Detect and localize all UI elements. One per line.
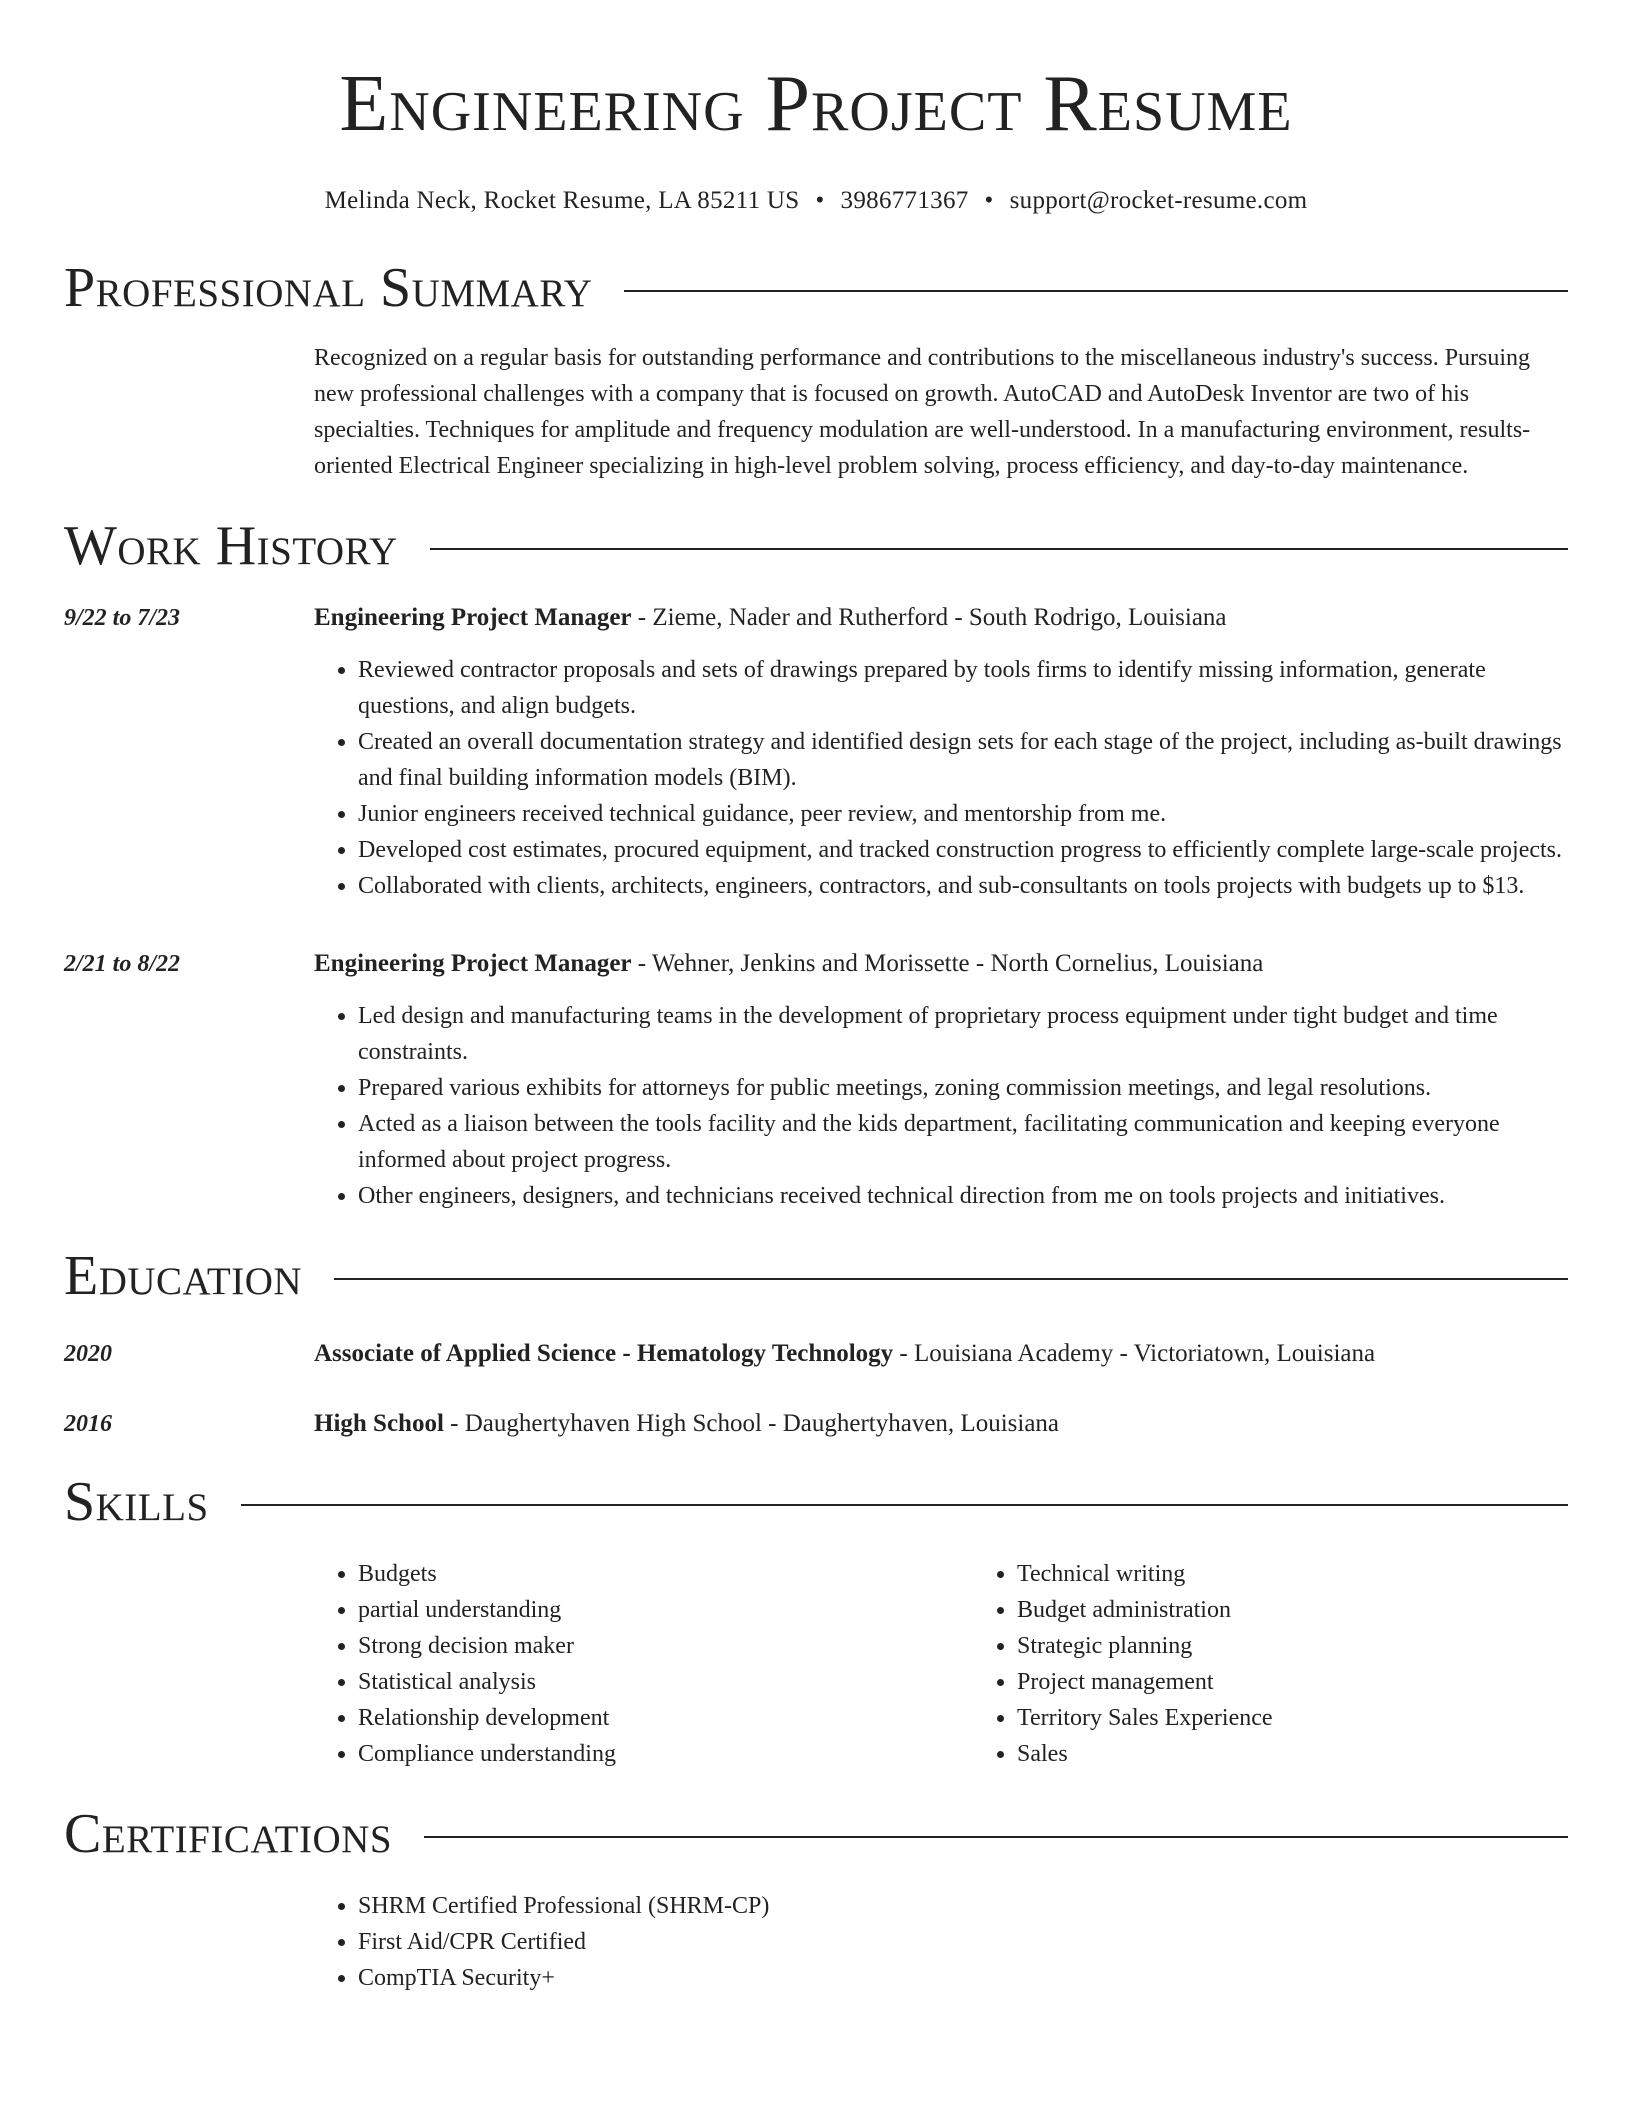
- job-left-spacer: [64, 982, 314, 1214]
- job-header-row: [64, 600, 1568, 636]
- section-title-summary: Professional Summary: [64, 257, 593, 319]
- skill-item: • Strong decision maker: [358, 1628, 973, 1664]
- job-employer: - Wehner, Jenkins and Morissette - North Cornelius, Louisiana: [631, 950, 1264, 977]
- job-bullet-list: [314, 652, 1568, 904]
- education-year: 2016: [64, 1411, 112, 1437]
- skill-item: • partial understanding: [358, 1592, 973, 1628]
- skill-item: • Project management: [1017, 1664, 1632, 1700]
- job-bullet: • Created an overall documentation strategy and identified design sets for each stage of the project, including as-built drawings and final building information models (BIM).: [358, 724, 1568, 796]
- skill-item: • Strategic planning: [1017, 1628, 1632, 1664]
- resume-title: Engineering Project Resume: [339, 60, 1293, 148]
- contact-email: support@rocket-resume.com: [1009, 187, 1308, 214]
- section-divider: [241, 1504, 1568, 1506]
- summary-text: Recognized on a regular basis for outstanding performance and contributions to the miscellaneous industry's success. Pursuing new professional challenges with a company that is focused on growth. AutoCAD and AutoDesk Inventor are two of his specialties. Techniques for amplitude and frequency modulation are well-understood. In a manufacturing environment, results-oriented Electrical Engineer specializing in high-level problem solving, process efficiency, and day-to-day maintenance.: [314, 345, 1531, 479]
- skill-item: • Sales: [1017, 1736, 1632, 1772]
- section-divider: [424, 1836, 1568, 1838]
- summary-row: [64, 340, 1568, 484]
- job-entry: [64, 946, 1568, 1214]
- skills-list-left: [314, 1556, 973, 1772]
- education-entry: [64, 1336, 1568, 1372]
- skills-list-right: [973, 1556, 1632, 1772]
- education-degree: Associate of Applied Science - Hematology Technology: [314, 1340, 894, 1367]
- certification-item: • SHRM Certified Professional (SHRM-CP): [358, 1888, 1568, 1924]
- summary-left-spacer: [64, 340, 314, 484]
- section-header-education: [64, 1244, 1568, 1308]
- skill-item: • Territory Sales Experience: [1017, 1700, 1632, 1736]
- job-bullets-row: [64, 636, 1568, 904]
- job-bullet: • Other engineers, designers, and technicians received technical direction from me on tools projects and initiatives.: [358, 1178, 1568, 1214]
- certification-item: • CompTIA Security+: [358, 1960, 1568, 1996]
- job-bullets-row: [64, 982, 1568, 1214]
- section-divider: [624, 290, 1568, 292]
- section-header-summary: [64, 256, 1568, 320]
- education-entry: [64, 1406, 1568, 1442]
- skill-item: • Relationship development: [358, 1700, 973, 1736]
- certifications-row: [64, 1888, 1568, 1996]
- job-bullet: • Led design and manufacturing teams in the development of proprietary process equipment under tight budget and time constraints.: [358, 998, 1568, 1070]
- education-school: - Louisiana Academy - Victoriatown, Louisiana: [893, 1340, 1376, 1367]
- contact-address: Melinda Neck, Rocket Resume, LA 85211 US: [324, 187, 800, 214]
- contact-phone: 3986771367: [840, 187, 969, 214]
- job-heading: [314, 946, 1568, 982]
- section-title-work: Work History: [64, 515, 398, 577]
- education-degree: High School: [314, 1410, 444, 1437]
- skill-item: • Statistical analysis: [358, 1664, 973, 1700]
- job-dates: 9/22 to 7/23: [64, 605, 181, 631]
- job-heading: [314, 600, 1568, 636]
- section-title-education: Education: [64, 1245, 303, 1307]
- job-left-spacer: [64, 636, 314, 904]
- skill-item: • Compliance understanding: [358, 1736, 973, 1772]
- job-header-row: [64, 946, 1568, 982]
- education-school: - Daughertyhaven High School - Daughertyhaven, Louisiana: [443, 1410, 1060, 1437]
- section-header-certifications: [64, 1802, 1568, 1866]
- job-entry: [64, 600, 1568, 904]
- job-bullet: • Junior engineers received technical guidance, peer review, and mentorship from me.: [358, 796, 1568, 832]
- skills-left-spacer: [64, 1534, 314, 1772]
- skills-grid: [314, 1556, 1632, 1772]
- certification-item: • First Aid/CPR Certified: [358, 1924, 1568, 1960]
- job-title: Engineering Project Manager: [314, 604, 632, 631]
- job-bullet: • Developed cost estimates, procured equipment, and tracked construction progress to efficiently complete large-scale projects.: [358, 832, 1568, 868]
- section-title-skills: Skills: [64, 1471, 209, 1533]
- job-bullet: • Acted as a liaison between the tools facility and the kids department, facilitating communication and keeping everyone informed about project progress.: [358, 1106, 1568, 1178]
- skill-item: • Budget administration: [1017, 1592, 1632, 1628]
- section-title-certifications: Certifications: [64, 1803, 393, 1865]
- bullet-separator: •: [815, 187, 825, 214]
- job-title: Engineering Project Manager: [314, 950, 632, 977]
- education-heading: [314, 1406, 1568, 1442]
- job-bullet-list: [314, 998, 1568, 1214]
- section-header-work: [64, 514, 1568, 578]
- section-header-skills: [64, 1470, 1568, 1534]
- certification-list: [314, 1888, 1568, 1996]
- skills-row: [64, 1534, 1568, 1772]
- job-dates: 2/21 to 8/22: [64, 951, 181, 977]
- bullet-separator: •: [984, 187, 994, 214]
- skill-item: • Technical writing: [1017, 1556, 1632, 1592]
- certifications-left-spacer: [64, 1888, 314, 1996]
- job-bullet: • Collaborated with clients, architects, engineers, contractors, and sub-consultants on tools projects with budgets up to $13.: [358, 868, 1568, 904]
- job-bullet: • Prepared various exhibits for attorneys for public meetings, zoning commission meetings, and legal resolutions.: [358, 1070, 1568, 1106]
- job-employer: - Zieme, Nader and Rutherford - South Rodrigo, Louisiana: [631, 604, 1227, 631]
- contact-line: [64, 184, 1568, 218]
- section-divider: [334, 1278, 1568, 1280]
- job-bullet: • Reviewed contractor proposals and sets of drawings prepared by tools firms to identify missing information, generate questions, and align budgets.: [358, 652, 1568, 724]
- education-year: 2020: [64, 1341, 112, 1367]
- education-heading: [314, 1336, 1568, 1372]
- section-divider: [430, 548, 1568, 550]
- skill-item: • Budgets: [358, 1556, 973, 1592]
